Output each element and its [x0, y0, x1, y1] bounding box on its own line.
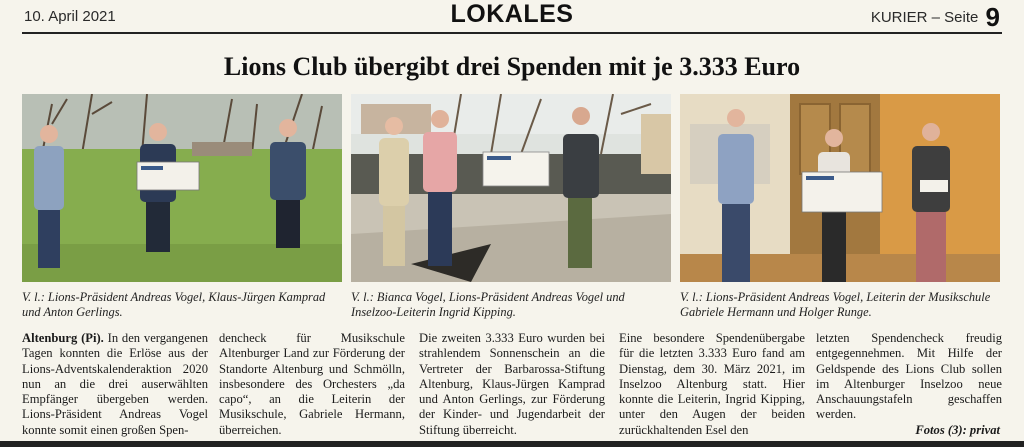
article-column	[816, 331, 1002, 423]
photo-caption: V. l.: Bianca Vogel, Lions-Präsident Andreas Vogel und Inselzoo-Leiterin Ingrid Kipping.	[351, 290, 625, 319]
page-header	[0, 0, 1024, 34]
issue-date: 10. April 2021	[24, 8, 116, 25]
article-column	[619, 331, 805, 438]
column-text: letzten Spendencheck freudig entgegennehmen. Mit Hilfe der Geldspende des Lions Club sollen im Altenburger Inselzoo neue Anschauungstafeln geschaffen werden.	[816, 331, 1002, 422]
page-info	[871, 2, 1000, 33]
photo-musikschule-handover	[680, 94, 1000, 282]
column-text: dencheck für Musikschule Altenburger Land zur Förderung der Standorte Altenburg und Schmölln, insbesondere des Orchesters „da capo“, an die Leiterin der Musikschule, Gabriele Hermann, überreichen.	[219, 331, 405, 437]
photo-park-handover	[22, 94, 342, 282]
header-rule	[22, 32, 1002, 34]
photo-zoo-handover	[351, 94, 671, 282]
column-text: Eine besondere Spendenübergabe für die letzten 3.333 Euro fand am Dienstag, dem 30. März 2021, im Inselzoo Altenburg statt. Hier konnte die Leiterin, Ingrid Kipping, unter den Augen der beiden zurückhaltenden Esel den	[619, 331, 805, 437]
paper-name: KURIER – Seite	[870, 9, 979, 26]
section-title: LOKALES	[450, 0, 574, 28]
article-headline: Lions Club übergibt drei Spenden mit je 3.333 Euro	[223, 52, 801, 81]
photo-caption: V. l.: Lions-Präsident Andreas Vogel, Leiterin der Musikschule Gabriele Hermann und Holger Runge.	[680, 290, 991, 319]
column-text: Die zweiten 3.333 Euro wurden bei strahlendem Sonnenschein an die Vertreter der Barbarossa-Stiftung Altenburg, Klaus-Jürgen Kamprad und Anton Gerlings, zur Förderung der Kinder- und Jugendarbeit der Stiftung überreicht.	[419, 331, 605, 437]
page-number: 9	[985, 2, 1000, 32]
article-byline: Altenburg (Pi).	[22, 331, 104, 345]
article-column	[219, 331, 405, 438]
column-text: In den vergangenen Tagen konnten die Erlöse aus der Lions-Adventskalenderaktion 2020 nun an die drei auserwählten Empfänger übergeben werden. Lions-Präsident Andreas Vogel konnte somit einen großen Spen-	[22, 331, 209, 437]
article-column	[419, 331, 605, 438]
article-column	[22, 331, 208, 438]
photo-credit: Fotos (3): privat	[915, 423, 1000, 437]
bottom-rule	[0, 441, 1024, 447]
photo-caption: V. l.: Lions-Präsident Andreas Vogel, Klaus-Jürgen Kamprad und Anton Gerlings.	[22, 290, 326, 319]
